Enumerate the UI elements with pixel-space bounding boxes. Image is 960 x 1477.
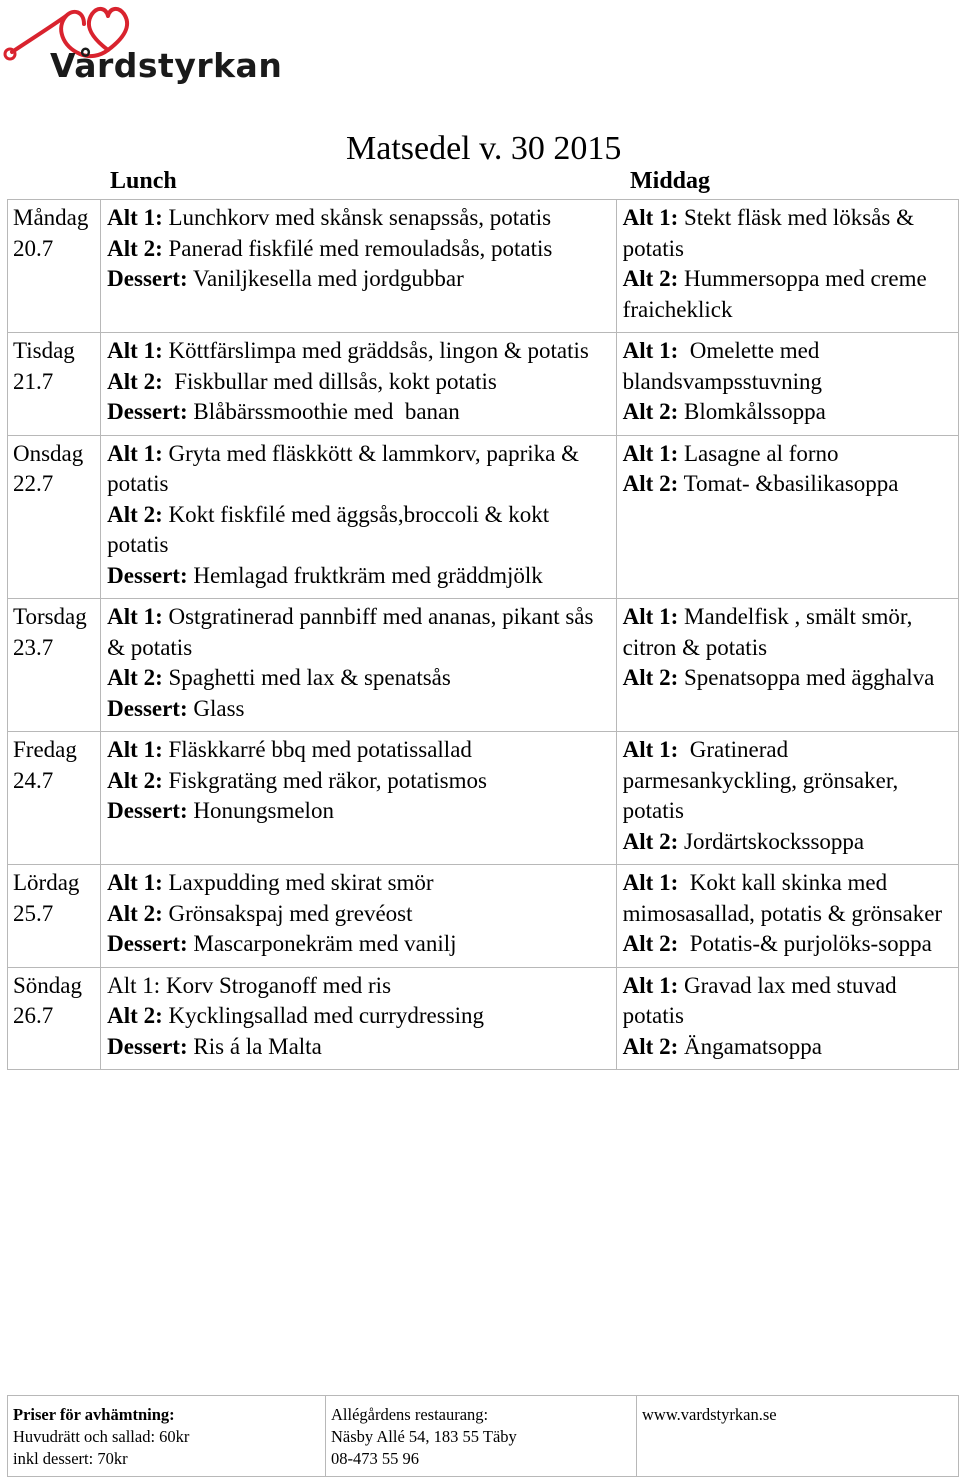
page-title: Matsedel v. 30 2015	[346, 130, 622, 167]
footer-prices	[8, 1396, 326, 1477]
item-label: Alt 1:	[622, 870, 679, 895]
item-label: Alt 1:	[622, 972, 679, 998]
dinner-item	[623, 827, 953, 858]
lunch-item	[107, 602, 611, 663]
item-label: Alt 2:	[107, 235, 163, 261]
item-label: Alt 2:	[622, 399, 679, 424]
footer-restaurant	[326, 1396, 637, 1477]
dinner-item	[623, 929, 953, 960]
lunch-cell	[101, 333, 617, 436]
website-link[interactable]: www.vardstyrkan.se	[642, 1405, 777, 1424]
day-date: 20.7	[13, 235, 54, 261]
item-label: Alt 1:	[622, 205, 679, 230]
restaurant-address: Näsby Allé 54, 183 55 Täby	[331, 1427, 517, 1446]
restaurant-name: Allégårdens restaurang:	[331, 1405, 489, 1424]
item-text: Potatis-& purjolöks-soppa	[678, 931, 932, 956]
item-label: Dessert:	[107, 798, 188, 823]
item-label: Dessert:	[107, 1033, 188, 1059]
dinner-item	[623, 469, 953, 500]
dinner-column-header: Middag	[630, 168, 711, 194]
lunch-item	[107, 234, 611, 265]
day-date: 26.7	[13, 1003, 54, 1028]
dinner-item	[623, 663, 953, 694]
day-name: Torsdag	[13, 604, 87, 629]
item-label: Alt 2:	[622, 931, 679, 956]
day-cell	[8, 200, 101, 333]
item-text: Gryta med fläskkött & lammkorv, paprika & potatis	[107, 440, 585, 496]
item-text: Grönsakspaj med grevéost	[162, 900, 413, 926]
lunch-cell	[101, 865, 617, 968]
item-text: Ris á la Malta	[187, 1033, 322, 1059]
lunch-item	[107, 500, 611, 561]
item-text: Vaniljkesella med jordgubbar	[187, 266, 464, 291]
item-text: Fiskgratäng med räkor, potatismos	[162, 767, 487, 793]
lunch-cell	[101, 967, 617, 1070]
day-cell	[8, 435, 101, 599]
item-label: Alt 2:	[107, 900, 163, 926]
day-cell	[8, 865, 101, 968]
lunch-item	[107, 561, 611, 592]
dinner-item	[623, 1032, 953, 1063]
brand-name: Vårdstyrkan	[50, 46, 283, 85]
day-name: Måndag	[13, 205, 89, 230]
day-cell	[8, 333, 101, 436]
item-text: Blomkålssoppa	[678, 399, 826, 424]
dinner-item	[623, 336, 953, 397]
dinner-item	[623, 971, 953, 1032]
menu-row	[8, 967, 959, 1070]
lunch-item	[107, 971, 611, 1002]
item-label: Dessert:	[107, 399, 188, 424]
item-text: Blåbärssmoothie med banan	[187, 399, 460, 424]
dinner-cell	[616, 333, 958, 436]
lunch-item	[107, 663, 611, 694]
item-label: Alt 2:	[622, 665, 679, 690]
item-text: Kycklingsallad med currydressing	[162, 1003, 485, 1028]
day-name: Söndag	[13, 972, 82, 998]
price-with-dessert: inkl dessert: 70kr	[13, 1449, 128, 1468]
dinner-item	[623, 264, 953, 325]
lunch-item	[107, 1001, 611, 1032]
lunch-item	[107, 694, 611, 725]
price-main-course: Huvudrätt och sallad: 60kr	[13, 1427, 190, 1446]
item-label: Alt 1:	[107, 338, 163, 363]
menu-row	[8, 333, 959, 436]
lunch-item	[107, 367, 611, 398]
item-label: Alt 2:	[622, 266, 679, 291]
item-label: Alt 2:	[107, 767, 163, 793]
item-text: Fläskkarré bbq med potatissallad	[162, 737, 472, 762]
dinner-item	[623, 735, 953, 827]
item-text: Omelette med blandsvampsstuvning	[622, 338, 826, 394]
lunch-item	[107, 766, 611, 797]
lunch-item	[107, 336, 611, 367]
lunch-item	[107, 735, 611, 766]
dinner-cell	[616, 200, 958, 333]
item-text: Fiskbullar med dillsås, kokt potatis	[162, 368, 497, 394]
item-label: Alt 2:	[107, 501, 163, 527]
item-label: Alt 1:	[622, 440, 679, 466]
day-name: Onsdag	[13, 440, 84, 466]
menu-row	[8, 200, 959, 333]
item-label: Alt 1:	[107, 604, 163, 629]
item-text: Korv Stroganoff med ris	[160, 972, 392, 998]
item-text: Kokt kall skinka med mimosasallad, potatis & grönsaker	[622, 870, 943, 926]
item-text: Tomat- &basilikasoppa	[678, 471, 899, 496]
dinner-item	[623, 439, 953, 470]
lunch-item	[107, 868, 611, 899]
item-text: Mascarponekräm med vanilj	[187, 931, 457, 956]
item-label: Dessert:	[107, 931, 188, 956]
item-text: Mandelfisk , smält smör, citron & potatis	[622, 604, 919, 660]
item-text: Lasagne al forno	[678, 440, 839, 466]
item-text: Laxpudding med skirat smör	[162, 870, 434, 895]
lunch-item	[107, 439, 611, 500]
item-text: Spenatsoppa med ägghalva	[678, 665, 935, 690]
item-text: Stekt fläsk med löksås & potatis	[622, 205, 920, 261]
day-date: 24.7	[13, 767, 54, 793]
item-label: Alt 2:	[622, 828, 679, 854]
lunch-item	[107, 796, 611, 827]
item-label: Alt 2:	[622, 471, 679, 496]
day-date: 22.7	[13, 471, 54, 496]
lunch-item	[107, 397, 611, 428]
day-name: Fredag	[13, 737, 77, 762]
item-text: Ängamatsoppa	[678, 1033, 822, 1059]
lunch-item	[107, 203, 611, 234]
lunch-item	[107, 1032, 611, 1063]
item-text: Panerad fiskfilé med remouladsås, potatis	[162, 235, 553, 261]
prices-title: Priser för avhämtning:	[13, 1405, 175, 1424]
day-name: Tisdag	[13, 338, 75, 363]
lunch-cell	[101, 435, 617, 599]
menu-row	[8, 599, 959, 732]
item-text: Jordärtskockssoppa	[678, 828, 865, 854]
item-text: Kokt fiskfilé med äggsås,broccoli & kokt potatis	[107, 501, 555, 557]
dinner-cell	[616, 599, 958, 732]
day-date: 25.7	[13, 900, 54, 926]
item-text: Köttfärslimpa med gräddsås, lingon & potatis	[162, 338, 589, 363]
item-label: Alt 1:	[107, 205, 163, 230]
lunch-item	[107, 899, 611, 930]
item-label: Dessert:	[107, 562, 188, 588]
item-label: Alt 1:	[622, 604, 679, 629]
day-cell	[8, 599, 101, 732]
footer-info	[7, 1395, 959, 1477]
item-label: Alt 1:	[622, 338, 679, 363]
dinner-item	[623, 602, 953, 663]
lunch-cell	[101, 732, 617, 865]
lunch-item	[107, 264, 611, 295]
menu-row	[8, 732, 959, 865]
item-text: Ostgratinerad pannbiff med ananas, pikant sås & potatis	[107, 604, 600, 660]
dinner-cell	[616, 967, 958, 1070]
dinner-cell	[616, 865, 958, 968]
item-label: Alt 1:	[107, 737, 163, 762]
dinner-item	[623, 868, 953, 929]
item-label: Alt 1:	[622, 737, 679, 762]
dinner-item	[623, 397, 953, 428]
item-text: Spaghetti med lax & spenatsås	[162, 665, 451, 690]
dinner-item	[623, 203, 953, 264]
item-label: Dessert:	[107, 695, 188, 721]
lunch-cell	[101, 200, 617, 333]
day-date: 21.7	[13, 368, 54, 394]
item-label: Dessert:	[107, 266, 188, 291]
item-label: Alt 1:	[107, 972, 161, 998]
restaurant-phone: 08-473 55 96	[331, 1449, 419, 1468]
day-date: 23.7	[13, 634, 54, 660]
lunch-item	[107, 929, 611, 960]
item-label: Alt 1:	[107, 440, 163, 466]
item-text: Hummersoppa med creme fraicheklick	[622, 266, 933, 322]
day-name: Lördag	[13, 870, 80, 895]
day-cell	[8, 967, 101, 1070]
item-label: Alt 2:	[107, 368, 163, 394]
lunch-column-header: Lunch	[110, 168, 177, 194]
item-text: Gratinerad parmesankyckling, grönsaker, potatis	[622, 737, 905, 823]
item-label: Alt 2:	[622, 1033, 679, 1059]
vardstyrkan-logo	[0, 0, 300, 92]
item-label: Alt 1:	[107, 870, 163, 895]
menu-row	[8, 435, 959, 599]
item-text: Honungsmelon	[187, 798, 334, 823]
lunch-cell	[101, 599, 617, 732]
menu-row	[8, 865, 959, 968]
item-text: Glass	[187, 695, 245, 721]
weekly-menu-table	[7, 199, 959, 1070]
item-text: Hemlagad fruktkräm med gräddmjölk	[187, 562, 543, 588]
footer-website	[637, 1396, 959, 1477]
item-text: Gravad lax med stuvad potatis	[622, 972, 903, 1028]
dinner-cell	[616, 435, 958, 599]
item-text: Lunchkorv med skånsk senapssås, potatis	[162, 205, 552, 230]
day-cell	[8, 732, 101, 865]
dinner-cell	[616, 732, 958, 865]
item-label: Alt 2:	[107, 1003, 163, 1028]
item-label: Alt 2:	[107, 665, 163, 690]
